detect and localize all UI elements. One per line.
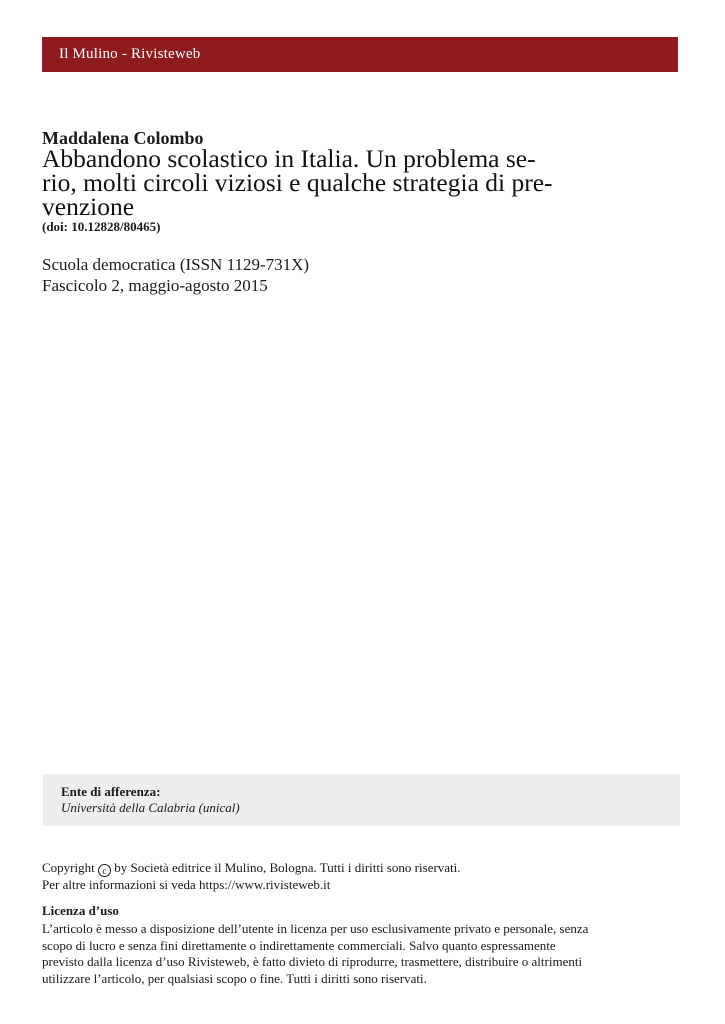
copyright-icon: c: [98, 864, 111, 877]
license-text: [42, 921, 674, 987]
article-title: [42, 144, 652, 221]
article-title-line: venzione: [42, 192, 135, 221]
journal-issue: Fascicolo 2, maggio-agosto 2015: [42, 276, 268, 295]
article-author: Maddalena Colombo: [42, 128, 204, 148]
license-line: previsto dalla licenza d’uso Rivisteweb, è fatto divieto di riprodurre, trasmettere, distribuire o altrimenti: [42, 954, 583, 969]
affiliation-label: Ente di afferenza:: [61, 784, 161, 799]
copyright-text: by Società editrice il Mulino, Bologna. Tutti i diritti sono riservati.: [114, 860, 461, 875]
license-title: Licenza d’uso: [42, 903, 119, 918]
copyright-notice: [42, 860, 461, 894]
license-line: L’articolo è messo a disposizione dell’utente in licenza per uso esclusivamente privato e personale, senza: [42, 921, 589, 936]
copyright-info: Per altre informazioni si veda https://www.rivisteweb.it: [42, 877, 331, 892]
copyright-prefix: Copyright: [42, 860, 95, 875]
journal-info: [42, 254, 309, 296]
affiliation-value: Università della Calabria (unical): [61, 800, 240, 815]
copyright-line: [42, 860, 461, 877]
article-title-line: Abbandono scolastico in Italia. Un problema se-: [42, 144, 536, 173]
affiliation-box: [43, 774, 680, 826]
publisher-name: Il Mulino - Rivisteweb: [59, 46, 201, 62]
license-line: scopo di lucro e senza fini direttamente o indirettamente commerciali. Salvo quanto espressamente: [42, 937, 556, 953]
license-line: utilizzare l’articolo, per qualsiasi scopo o fine. Tutti i diritti sono riservati.: [42, 970, 427, 986]
article-title-line: rio, molti circoli viziosi e qualche strategia di pre-: [42, 168, 553, 197]
article-doi: (doi: 10.12828/80465): [42, 219, 161, 234]
publisher-header-bar: [42, 37, 678, 72]
journal-name-issn: Scuola democratica (ISSN 1129-731X): [42, 255, 310, 274]
